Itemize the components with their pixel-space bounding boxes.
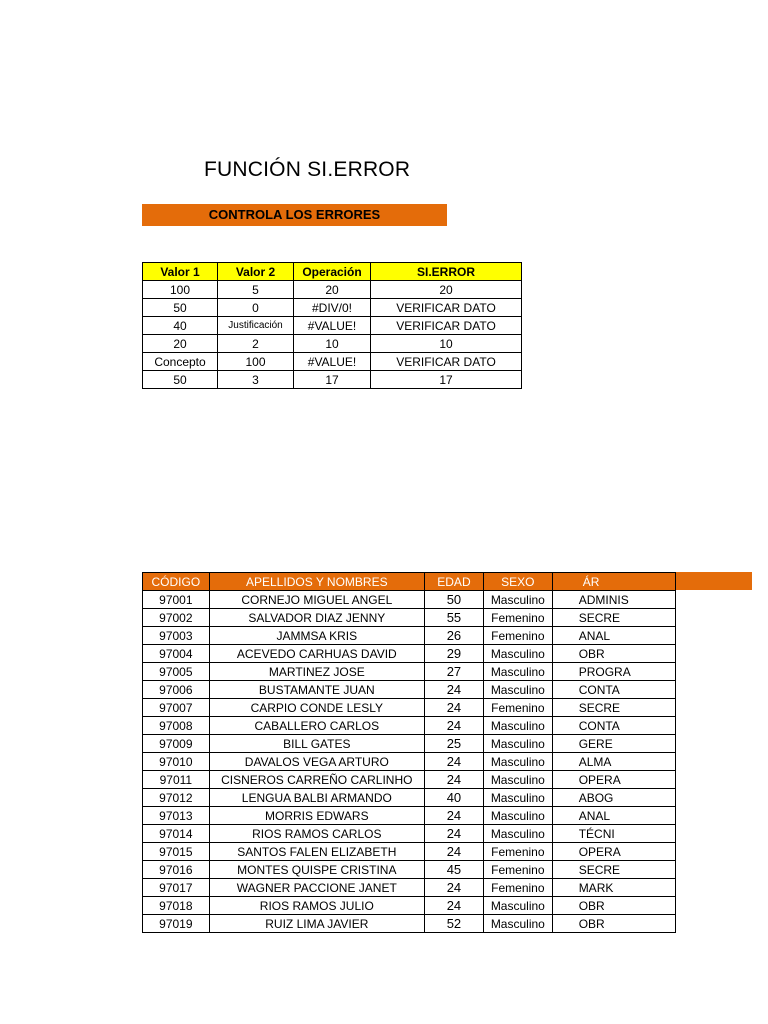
table-cell: Masculino: [483, 663, 552, 681]
table-cell: Femenino: [483, 843, 552, 861]
table-cell: BUSTAMANTE JUAN: [209, 681, 424, 699]
table-cell: MARTINEZ JOSE: [209, 663, 424, 681]
table-cell: 20: [371, 281, 522, 299]
table-cell: BILL GATES: [209, 735, 424, 753]
header-cell: Operación: [294, 263, 371, 281]
table-cell: 17: [371, 371, 522, 389]
header-overflow-fill: [676, 572, 752, 590]
table-cell: 97013: [143, 807, 210, 825]
table-cell: Masculino: [483, 591, 552, 609]
table-cell: 3: [218, 371, 294, 389]
table-row: [143, 371, 522, 389]
table-cell: OPERA: [552, 843, 675, 861]
table-cell: ALMA: [552, 753, 675, 771]
table-cell: OBR: [552, 915, 675, 933]
table-row: [143, 281, 522, 299]
table-cell: MONTES QUISPE CRISTINA: [209, 861, 424, 879]
table-cell: 100: [143, 281, 218, 299]
header-cell: CÓDIGO: [143, 573, 210, 591]
table-cell: 97005: [143, 663, 210, 681]
header-cell: APELLIDOS Y NOMBRES: [209, 573, 424, 591]
table-row: [143, 771, 676, 789]
table-cell: 10: [371, 335, 522, 353]
table-row: [143, 843, 676, 861]
sierror-table: [142, 262, 522, 389]
table-cell: Masculino: [483, 825, 552, 843]
table-cell: ABOG: [552, 789, 675, 807]
table-cell: Femenino: [483, 627, 552, 645]
table-cell: 97002: [143, 609, 210, 627]
table-row: [143, 861, 676, 879]
table-cell: WAGNER PACCIONE JANET: [209, 879, 424, 897]
table-cell: Femenino: [483, 609, 552, 627]
table-cell: RIOS RAMOS JULIO: [209, 897, 424, 915]
table-cell: #VALUE!: [294, 317, 371, 335]
table-cell: 97009: [143, 735, 210, 753]
table-cell: Masculino: [483, 771, 552, 789]
table-cell: 97018: [143, 897, 210, 915]
table-row: [143, 879, 676, 897]
table-cell: ANAL: [552, 627, 675, 645]
table-cell: GERE: [552, 735, 675, 753]
table-cell: Concepto: [143, 353, 218, 371]
table-cell: Justificación: [218, 317, 294, 335]
table-row: [143, 299, 522, 317]
table-cell: 97006: [143, 681, 210, 699]
table-cell: 97008: [143, 717, 210, 735]
table-cell: Masculino: [483, 897, 552, 915]
table-row: [143, 627, 676, 645]
table-cell: RUIZ LIMA JAVIER: [209, 915, 424, 933]
table-cell: 24: [424, 825, 483, 843]
table-cell: TÉCNI: [552, 825, 675, 843]
table-cell: 17: [294, 371, 371, 389]
table-cell: 97019: [143, 915, 210, 933]
table-cell: 24: [424, 681, 483, 699]
table-cell: 55: [424, 609, 483, 627]
table-cell: ANAL: [552, 807, 675, 825]
table-cell: CORNEJO MIGUEL ANGEL: [209, 591, 424, 609]
table-row: [143, 735, 676, 753]
table-cell: Masculino: [483, 681, 552, 699]
table-cell: 97011: [143, 771, 210, 789]
table-cell: 26: [424, 627, 483, 645]
table-cell: Masculino: [483, 717, 552, 735]
table-cell: 10: [294, 335, 371, 353]
table-row: [143, 897, 676, 915]
table-cell: 2: [218, 335, 294, 353]
table-cell: 40: [143, 317, 218, 335]
table-cell: 52: [424, 915, 483, 933]
table-cell: SECRE: [552, 609, 675, 627]
table-cell: ACEVEDO CARHUAS DAVID: [209, 645, 424, 663]
table-row: [143, 789, 676, 807]
table-cell: VERIFICAR DATO: [371, 317, 522, 335]
table-cell: Masculino: [483, 753, 552, 771]
table-cell: Femenino: [483, 861, 552, 879]
table-cell: CISNEROS CARREÑO CARLINHO: [209, 771, 424, 789]
table-row: [143, 681, 676, 699]
table-row: [143, 609, 676, 627]
table-header-row: [143, 263, 522, 281]
header-cell: ÁR: [552, 573, 675, 591]
table-row: [143, 753, 676, 771]
table-cell: VERIFICAR DATO: [371, 353, 522, 371]
table-row: [143, 663, 676, 681]
table-cell: 97007: [143, 699, 210, 717]
table-cell: 24: [424, 771, 483, 789]
table-cell: CONTA: [552, 717, 675, 735]
table-row: [143, 591, 676, 609]
table-cell: 20: [294, 281, 371, 299]
table-cell: CARPIO CONDE LESLY: [209, 699, 424, 717]
table-cell: Femenino: [483, 879, 552, 897]
table-cell: 50: [424, 591, 483, 609]
table-cell: ADMINIS: [552, 591, 675, 609]
table-cell: Masculino: [483, 645, 552, 663]
table-cell: SECRE: [552, 699, 675, 717]
employee-table: [142, 572, 676, 933]
table-cell: 24: [424, 843, 483, 861]
table-cell: 97003: [143, 627, 210, 645]
table-cell: OPERA: [552, 771, 675, 789]
table-cell: 24: [424, 879, 483, 897]
table-cell: 97004: [143, 645, 210, 663]
table-cell: 25: [424, 735, 483, 753]
table-cell: SALVADOR DIAZ JENNY: [209, 609, 424, 627]
table-cell: 5: [218, 281, 294, 299]
table-row: [143, 317, 522, 335]
table-cell: 24: [424, 717, 483, 735]
table-cell: SECRE: [552, 861, 675, 879]
table-cell: 0: [218, 299, 294, 317]
table-cell: Masculino: [483, 735, 552, 753]
table-cell: OBR: [552, 897, 675, 915]
table-row: [143, 825, 676, 843]
table-cell: CABALLERO CARLOS: [209, 717, 424, 735]
table-cell: 45: [424, 861, 483, 879]
header-cell: Valor 2: [218, 263, 294, 281]
banner-controla-errores: CONTROLA LOS ERRORES: [142, 204, 447, 226]
table-cell: 24: [424, 807, 483, 825]
table-cell: LENGUA BALBI ARMANDO: [209, 789, 424, 807]
header-cell: Valor 1: [143, 263, 218, 281]
table-row: [143, 645, 676, 663]
table-cell: #VALUE!: [294, 353, 371, 371]
header-cell: SEXO: [483, 573, 552, 591]
table-cell: 50: [143, 371, 218, 389]
table-cell: #DIV/0!: [294, 299, 371, 317]
table-cell: 97001: [143, 591, 210, 609]
table-cell: 27: [424, 663, 483, 681]
table-cell: PROGRA: [552, 663, 675, 681]
table-cell: SANTOS FALEN ELIZABETH: [209, 843, 424, 861]
table-cell: RIOS RAMOS CARLOS: [209, 825, 424, 843]
table-row: [143, 699, 676, 717]
page-title: FUNCIÓN SI.ERROR: [204, 158, 411, 181]
table-cell: 97014: [143, 825, 210, 843]
table-cell: 50: [143, 299, 218, 317]
table-cell: 97017: [143, 879, 210, 897]
table-cell: 97010: [143, 753, 210, 771]
table-row: [143, 335, 522, 353]
table-cell: DAVALOS VEGA ARTURO: [209, 753, 424, 771]
table-cell: Masculino: [483, 789, 552, 807]
table-cell: MARK: [552, 879, 675, 897]
table-cell: CONTA: [552, 681, 675, 699]
table-cell: OBR: [552, 645, 675, 663]
header-cell: SI.ERROR: [371, 263, 522, 281]
table-cell: 40: [424, 789, 483, 807]
table-cell: JAMMSA KRIS: [209, 627, 424, 645]
header-cell: EDAD: [424, 573, 483, 591]
table-row: [143, 807, 676, 825]
employee-table-viewport: [142, 572, 676, 938]
table-cell: 29: [424, 645, 483, 663]
table-row: [143, 717, 676, 735]
table-cell: 24: [424, 753, 483, 771]
table-cell: 97012: [143, 789, 210, 807]
table-cell: VERIFICAR DATO: [371, 299, 522, 317]
table-cell: Femenino: [483, 699, 552, 717]
table-cell: 24: [424, 699, 483, 717]
table-header-row: [143, 573, 676, 591]
table-row: [143, 915, 676, 933]
table-cell: Masculino: [483, 807, 552, 825]
table-cell: 100: [218, 353, 294, 371]
table-cell: 97016: [143, 861, 210, 879]
table-cell: MORRIS EDWARS: [209, 807, 424, 825]
table-row: [143, 353, 522, 371]
table-cell: 97015: [143, 843, 210, 861]
table-cell: Masculino: [483, 915, 552, 933]
table-cell: 20: [143, 335, 218, 353]
table-cell: 24: [424, 897, 483, 915]
